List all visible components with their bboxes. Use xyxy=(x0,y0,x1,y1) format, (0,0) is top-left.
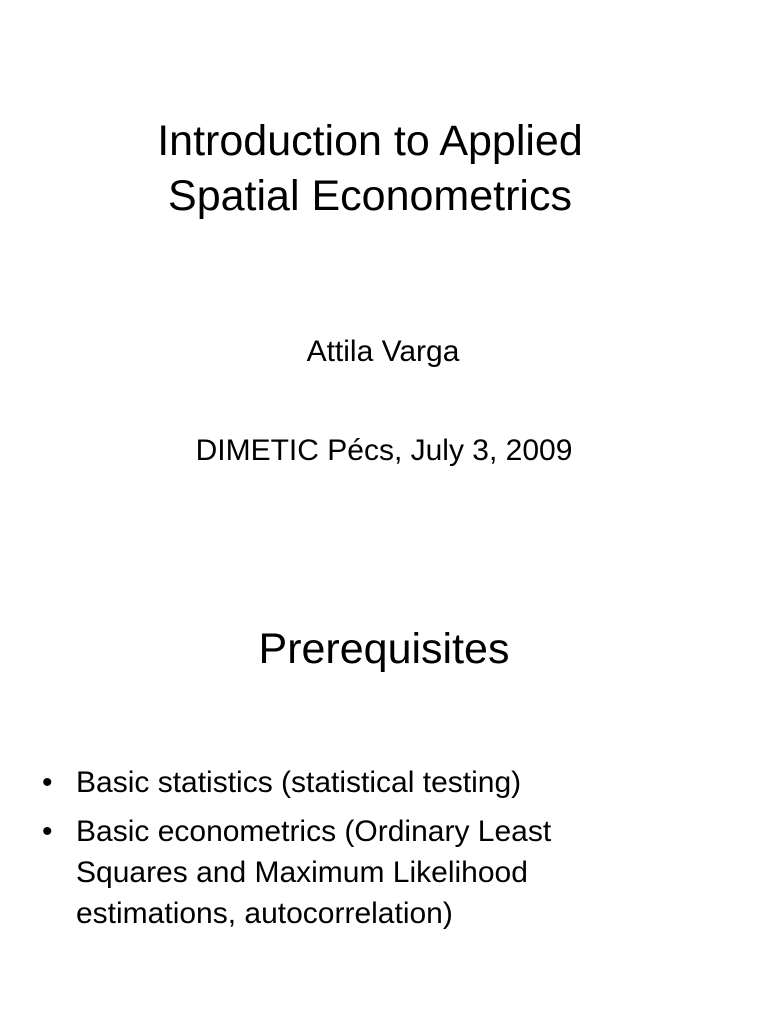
prerequisites-slide xyxy=(0,512,768,1024)
bullet-text-line: estimations, autocorrelation) xyxy=(76,897,453,930)
bullet-item xyxy=(40,811,740,934)
bullet-item xyxy=(40,762,740,803)
title-line-2: Spatial Econometrics xyxy=(168,172,572,220)
slide-title: Prerequisites xyxy=(258,625,510,673)
bullet-text-line: Squares and Maximum Likelihood xyxy=(76,856,528,889)
bullet-text-line: Basic econometrics (Ordinary Least xyxy=(76,815,552,848)
title-line-1: Introduction to Applied xyxy=(157,117,583,165)
event-date: DIMETIC Pécs, July 3, 2009 xyxy=(195,434,573,467)
bullet-icon: • xyxy=(42,766,53,799)
author-name: Attila Varga xyxy=(306,335,460,368)
bullet-icon: • xyxy=(42,815,53,848)
presentation-title xyxy=(0,114,740,224)
bullet-text: Basic statistics (statistical testing) xyxy=(76,766,522,799)
bullet-list xyxy=(40,762,740,942)
